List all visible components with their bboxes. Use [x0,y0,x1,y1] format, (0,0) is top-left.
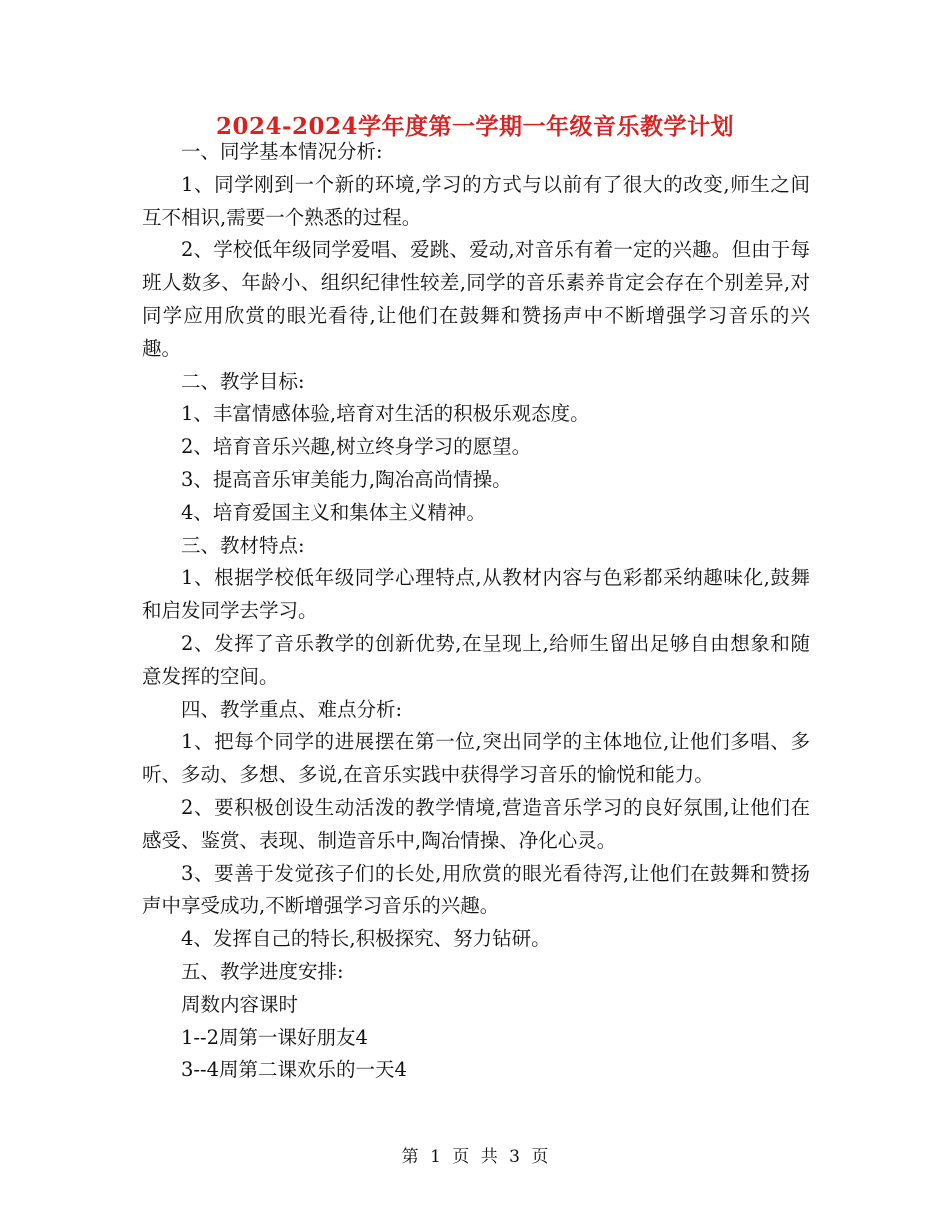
paragraph: 2、发挥了音乐教学的创新优势,在呈现上,给师生留出足够自由想象和随意发挥的空间。 [142,631,810,688]
paragraph: 4、培育爱国主义和集体主义精神。 [181,500,486,524]
paragraph: 2、学校低年级同学爱唱、爱跳、爱动,对音乐有着一定的兴趣。但由于每班人数多、年龄小、组织纪律性较差,同学的音乐素养肯定会存在个别差异,对同学应用欣赏的眼光看待,让他们在鼓舞和赞扬声中不断增强学习音乐的兴趣。 [142,238,810,360]
document-title: 2024-2024学年度第一学期一年级音乐教学计划 [215,113,735,140]
paragraph: 1、把每个同学的进展摆在第一位,突出同学的主体地位,让他们多唱、多听、多动、多想、多说,在音乐实践中获得学习音乐的愉悦和能力。 [142,730,810,787]
paragraph: 1、丰富情感体验,培育对生活的积极乐观态度。 [181,402,590,426]
paragraph: 4、发挥自己的特长,积极探究、努力钻研。 [181,927,551,951]
page-footer: 第 1 页 共 3 页 [401,1147,549,1167]
section-heading-4: 四、教学重点、难点分析: [181,697,403,721]
section-heading-5: 五、教学进度安排: [181,959,344,983]
paragraph: 1、根据学校低年级同学心理特点,从教材内容与色彩都采纳趣味化,鼓舞和启发同学去学习。 [142,566,810,623]
schedule-header: 周数内容课时 [181,992,299,1016]
schedule-row: 1--2周第一课好朋友4 [181,1025,368,1049]
paragraph: 1、同学刚到一个新的环境,学习的方式与以前有了很大的改变,师生之间互不相识,需要一个熟悉的过程。 [142,172,810,229]
paragraph: 2、要积极创设生动活泼的教学情境,营造音乐学习的良好氛围,让他们在感受、鉴赏、表现、制造音乐中,陶冶情操、净化心灵。 [142,795,810,852]
section-heading-2: 二、教学目标: [181,369,305,393]
paragraph: 3、提高音乐审美能力,陶冶高尚情操。 [181,467,512,491]
paragraph: 2、培育音乐兴趣,树立终身学习的愿望。 [181,435,532,459]
section-heading-1: 一、同学基本情况分析: [181,140,383,163]
schedule-row: 3--4周第二课欢乐的一天4 [181,1058,407,1082]
paragraph: 3、要善于发觉孩子们的长处,用欣赏的眼光看待泻,让他们在鼓舞和赞扬声中享受成功,不断增强学习音乐的兴趣。 [142,861,810,918]
document-body [142,136,810,1087]
section-heading-3: 三、教材特点: [181,533,305,557]
